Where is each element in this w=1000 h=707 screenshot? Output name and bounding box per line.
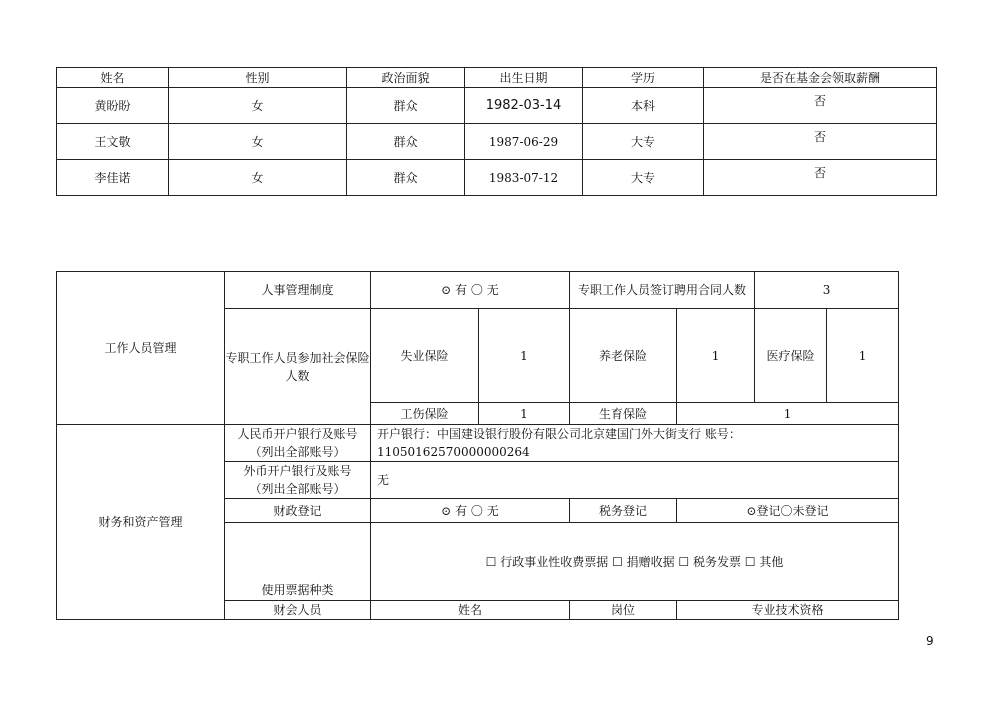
staff-education: 本科 [583, 88, 704, 124]
bill-types-label-cell [225, 523, 371, 601]
rmb-account-bank: 开户银行：中国建设银行股份有限公司北京建国门外大街支行 账号： [377, 427, 741, 441]
fx-account-value: 无 [371, 462, 899, 499]
medical-label: 医疗保险 [755, 309, 827, 403]
fiscal-reg-label: 财政登记 [225, 499, 371, 523]
staff-education: 大专 [583, 160, 704, 196]
contract-label: 专职工作人员签订聘用合同人数 [570, 272, 755, 309]
rmb-account-note: （列出全部账号） [249, 445, 346, 459]
pension-label: 养老保险 [570, 309, 677, 403]
accountant-label: 财会人员 [225, 601, 371, 620]
header-political-status: 政治面貌 [347, 68, 465, 88]
table-row [57, 124, 937, 160]
table-row [57, 160, 937, 196]
bill-types-label: 使用票据种类 [261, 582, 334, 597]
staff-political-status: 群众 [347, 160, 465, 196]
rmb-account-label [225, 425, 371, 462]
staff-table [56, 67, 937, 196]
staff-salary: 否 [704, 124, 937, 160]
maternity-value: 1 [677, 403, 899, 425]
staff-management-title: 工作人员管理 [57, 272, 225, 425]
staff-birth-date: 1983-07-12 [465, 160, 583, 196]
contract-value: 3 [755, 272, 899, 309]
table-row [57, 88, 937, 124]
accountant-qualification-header: 专业技术资格 [677, 601, 899, 620]
staff-political-status: 群众 [347, 124, 465, 160]
accountant-position-header: 岗位 [570, 601, 677, 620]
fx-account-note: （列出全部账号） [249, 482, 346, 496]
header-birth-date: 出生日期 [465, 68, 583, 88]
injury-value: 1 [479, 403, 570, 425]
header-name: 姓名 [57, 68, 169, 88]
header-gender: 性别 [169, 68, 347, 88]
pension-value: 1 [677, 309, 755, 403]
management-table [56, 271, 899, 620]
rmb-account-row [57, 425, 899, 462]
rmb-account-value [371, 425, 899, 462]
bill-types-options: ☐ 行政事业性收费票据 ☐ 捐赠收据 ☐ 税务发票 ☐ 其他 [371, 523, 899, 601]
staff-name: 王文敬 [57, 124, 169, 160]
rmb-account-label-text: 人民币开户银行及账号 [237, 427, 358, 441]
staff-salary: 否 [704, 160, 937, 196]
staff-name: 黄盼盼 [57, 88, 169, 124]
staff-education: 大专 [583, 124, 704, 160]
hr-system-label: 人事管理制度 [225, 272, 371, 309]
hr-system-row [57, 272, 899, 309]
header-education: 学历 [583, 68, 704, 88]
accountant-name-header: 姓名 [371, 601, 570, 620]
insurance-label: 专职工作人员参加社会保险人数 [225, 309, 371, 425]
tax-reg-label: 税务登记 [570, 499, 677, 523]
tax-reg-value: ⊙登记〇未登记 [677, 499, 899, 523]
fiscal-reg-value: ⊙ 有 〇 无 [371, 499, 570, 523]
header-salary: 是否在基金会领取薪酬 [704, 68, 937, 88]
fx-account-label-text: 外币开户银行及账号 [243, 464, 352, 478]
page-number: 9 [926, 634, 934, 648]
staff-header-row [57, 68, 937, 88]
unemployment-value: 1 [479, 309, 570, 403]
finance-management-title: 财务和资产管理 [57, 425, 225, 620]
staff-gender: 女 [169, 88, 347, 124]
staff-salary: 否 [704, 88, 937, 124]
staff-gender: 女 [169, 160, 347, 196]
staff-birth-date: 1987-06-29 [465, 124, 583, 160]
injury-label: 工伤保险 [371, 403, 479, 425]
rmb-account-number: 11050162570000000264 [377, 445, 530, 459]
medical-value: 1 [827, 309, 899, 403]
staff-political-status: 群众 [347, 88, 465, 124]
unemployment-label: 失业保险 [371, 309, 479, 403]
maternity-label: 生育保险 [570, 403, 677, 425]
staff-name: 李佳诺 [57, 160, 169, 196]
hr-system-value: ⊙ 有 〇 无 [371, 272, 570, 309]
staff-gender: 女 [169, 124, 347, 160]
staff-birth-date: 1982-03-14 [465, 88, 583, 124]
fx-account-label [225, 462, 371, 499]
